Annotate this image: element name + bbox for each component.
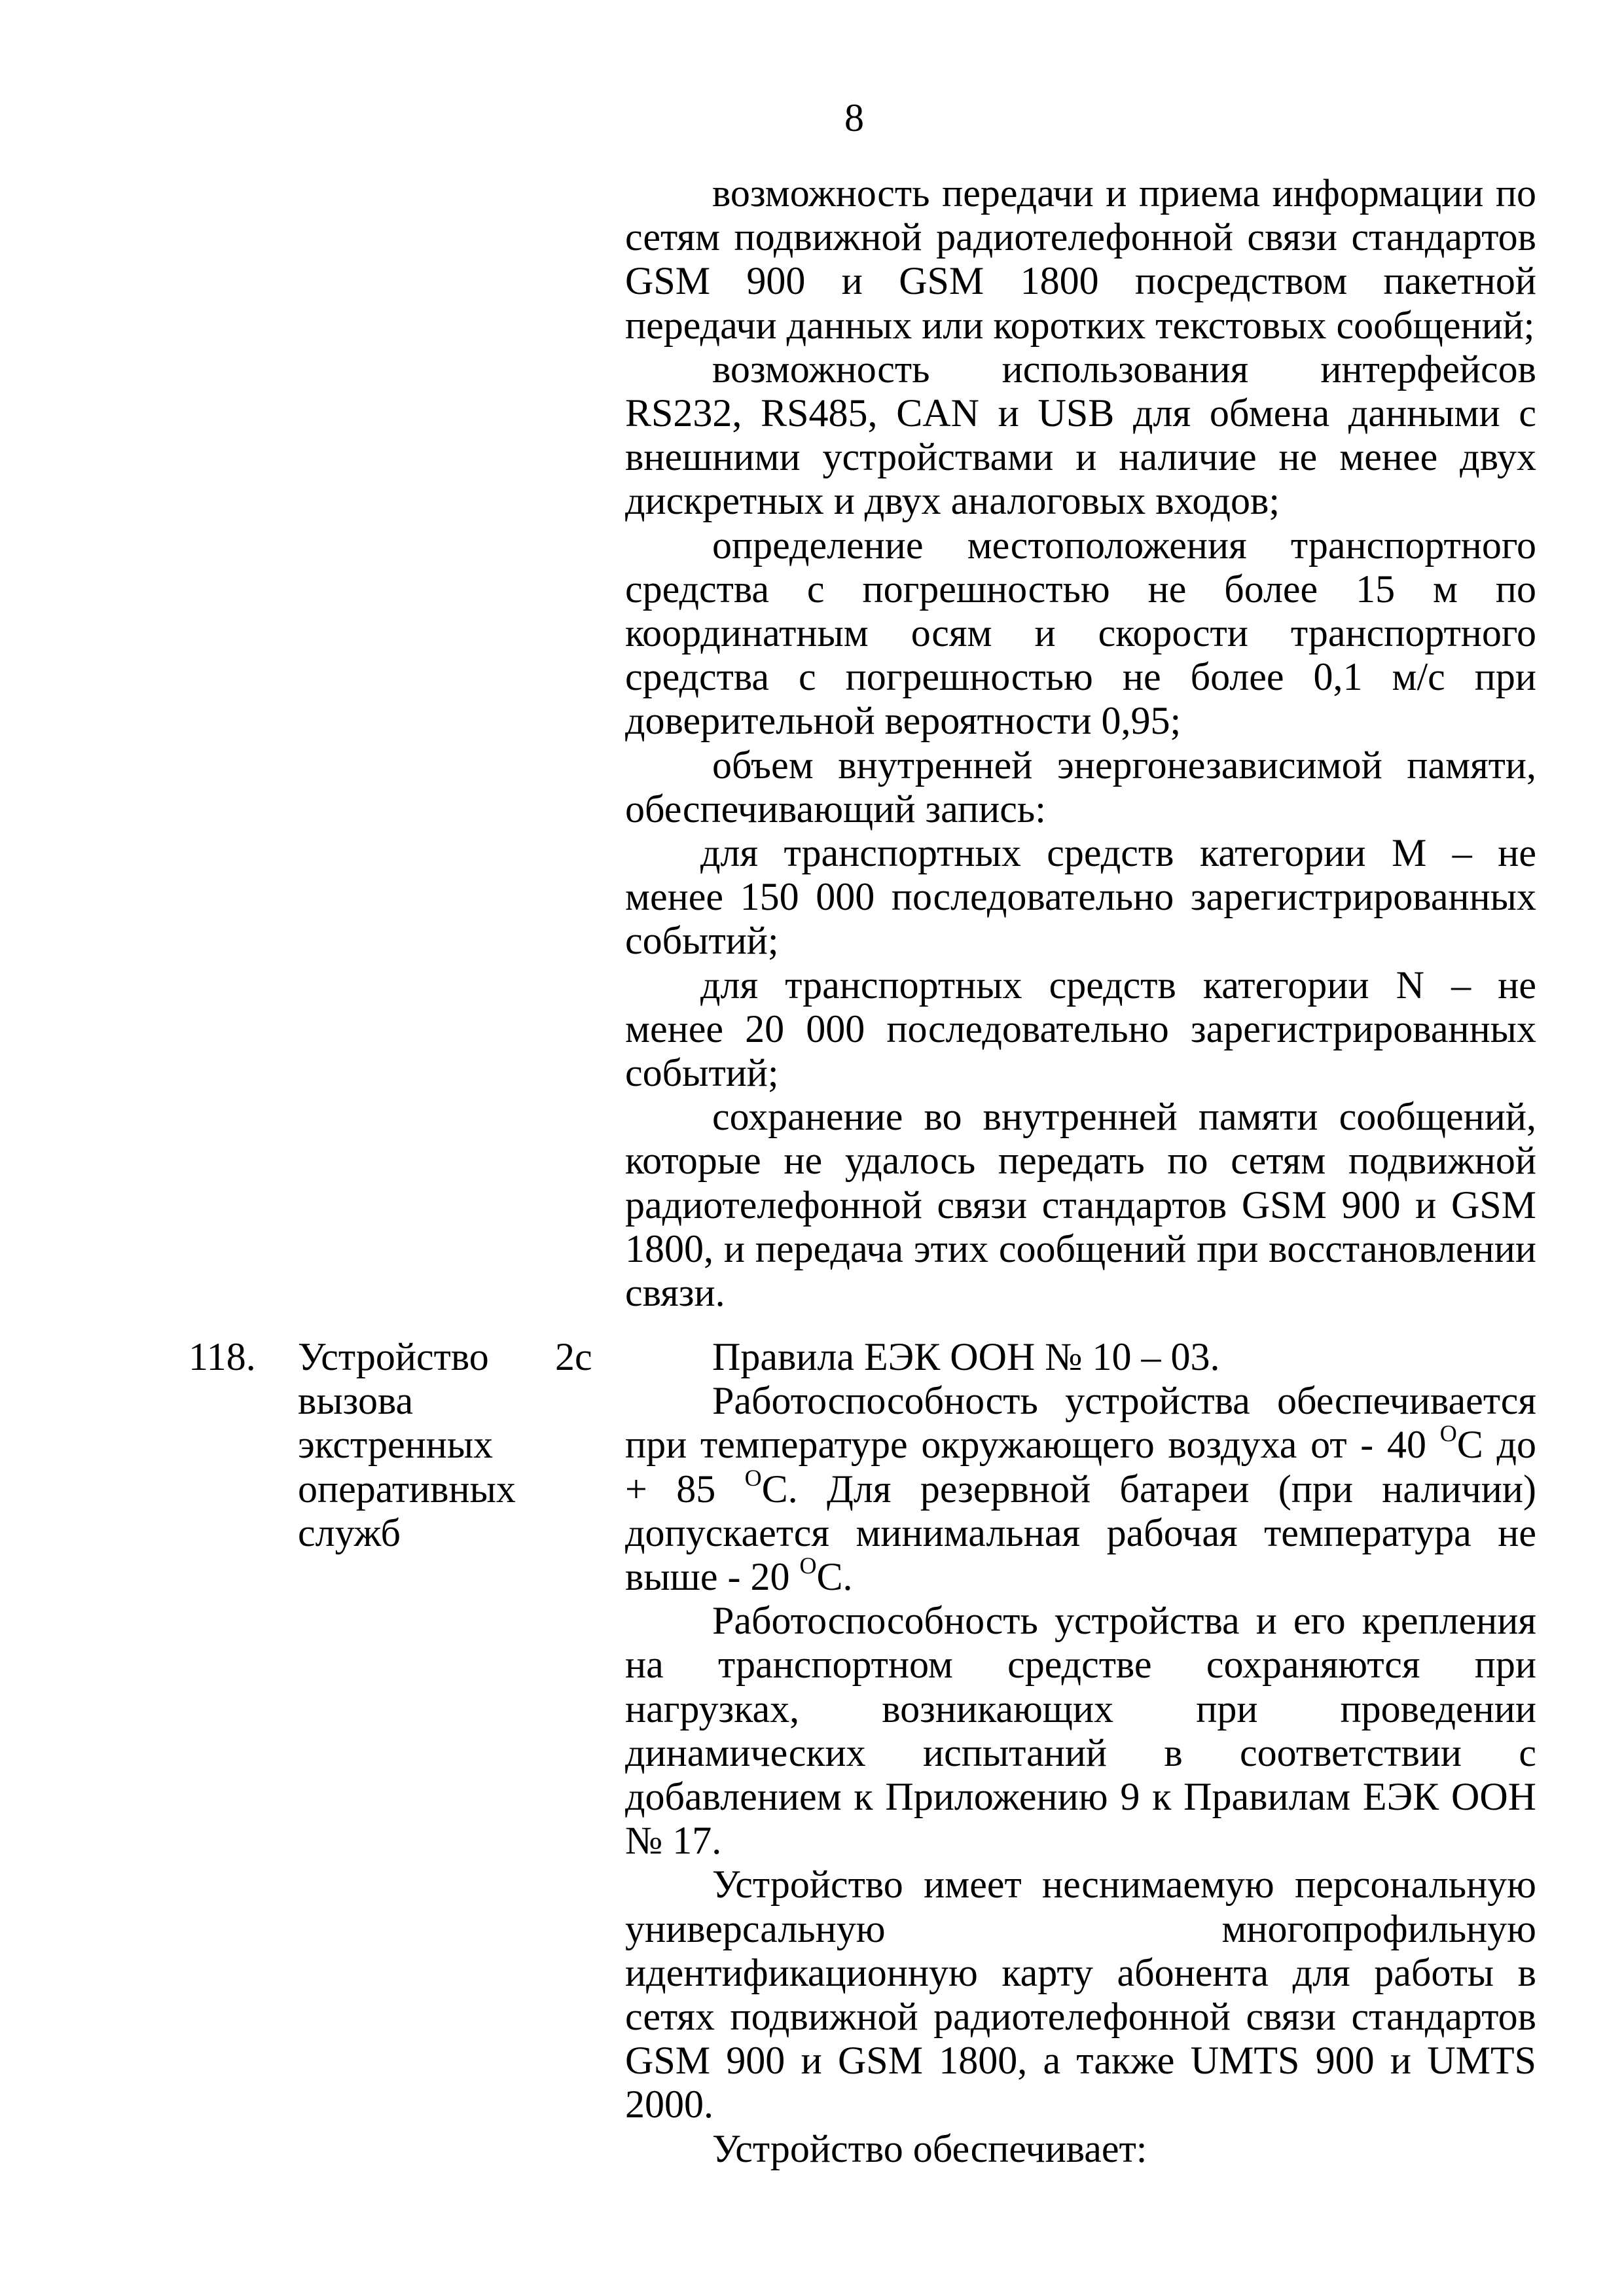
requirement-provides: Устройство обеспечивает: (712, 2126, 1147, 2170)
requirement-memory: объем внутренней энергонезависимой памяти, обеспечивающий запись: (625, 743, 1536, 831)
requirement-mounting: Работоспособность устройства и его крепления на транспортном средстве сохраняются при нагрузках, возникающих при проведении динамических испытаний в соответствии с добавлением к Приложению 9 к Правилам ЕЭК ООН № 17. (625, 1599, 1536, 1863)
page-number: 8 (844, 96, 864, 139)
requirement-message-retention: сохранение во внутренней памяти сообщений, которые не удалось передать по сетям подвижной радиотелефонной связи стандартов GSM 900 и GSM 1800, и передача этих сообщений при восстановлении связи. (625, 1095, 1536, 1315)
requirement-interfaces: возможность использования интерфейсов RS232, RS485, CAN и USB для обмена данными с внешними устройствами и наличие не менее двух дискретных и двух аналоговых входов; (625, 347, 1536, 523)
temperature-text-d: С. (816, 1555, 853, 1599)
requirement-memory-category-m: для транспортных средств категории М – не менее 150 000 последовательно зарегистрированных событий; (625, 831, 1536, 963)
requirement-positioning: определение местоположения транспортного средства с погрешностью не более 15 м по координатным осям и скорости транспортного средства с погрешностью не более 0,1 м/с при доверительной вероятности 0,95; (625, 523, 1536, 743)
requirement-data-transfer: возможность передачи и приема информации по сетям подвижной радиотелефонной связи стандартов GSM 900 и GSM 1800 посредством пакетной передачи данных или коротких текстовых сообщений; (625, 171, 1536, 347)
temperature-text-b: С до + 85 (625, 1423, 1537, 1511)
row-number: 118. (189, 1335, 256, 1378)
temperature-text-c: С. Для резервной батареи (при наличии) допускается минимальная рабочая температура не выше - 20 (625, 1467, 1536, 1599)
row-object-name: Устройство вызова экстренных оперативных служб (298, 1335, 516, 1554)
row-requirements (625, 1335, 1536, 2171)
requirement-memory-category-n: для транспортных средств категории N – не менее 20 000 последовательно зарегистрированных событий; (625, 963, 1536, 1095)
degree-mark: О (744, 1464, 762, 1491)
requirement-rule-reference: Правила ЕЭК ООН № 10 – 03. (712, 1335, 1220, 1378)
degree-mark: О (1439, 1420, 1457, 1447)
temperature-text-a: Работоспособность устройства обеспечивается при температуре окружающего воздуха от - 40 (625, 1379, 1536, 1467)
continued-requirements (625, 171, 1536, 1315)
degree-mark: О (799, 1552, 817, 1579)
row-class-code: 2с (555, 1335, 592, 1378)
requirement-temperature (625, 1379, 1536, 1599)
requirement-sim-card: Устройство имеет неснимаемую персональную универсальную многопрофильную идентификационную карту абонента для работы в сетях подвижной радиотелефонной связи стандартов GSM 900 и GSM 1800, а также UMTS 900 и UMTS 2000. (625, 1863, 1537, 2126)
